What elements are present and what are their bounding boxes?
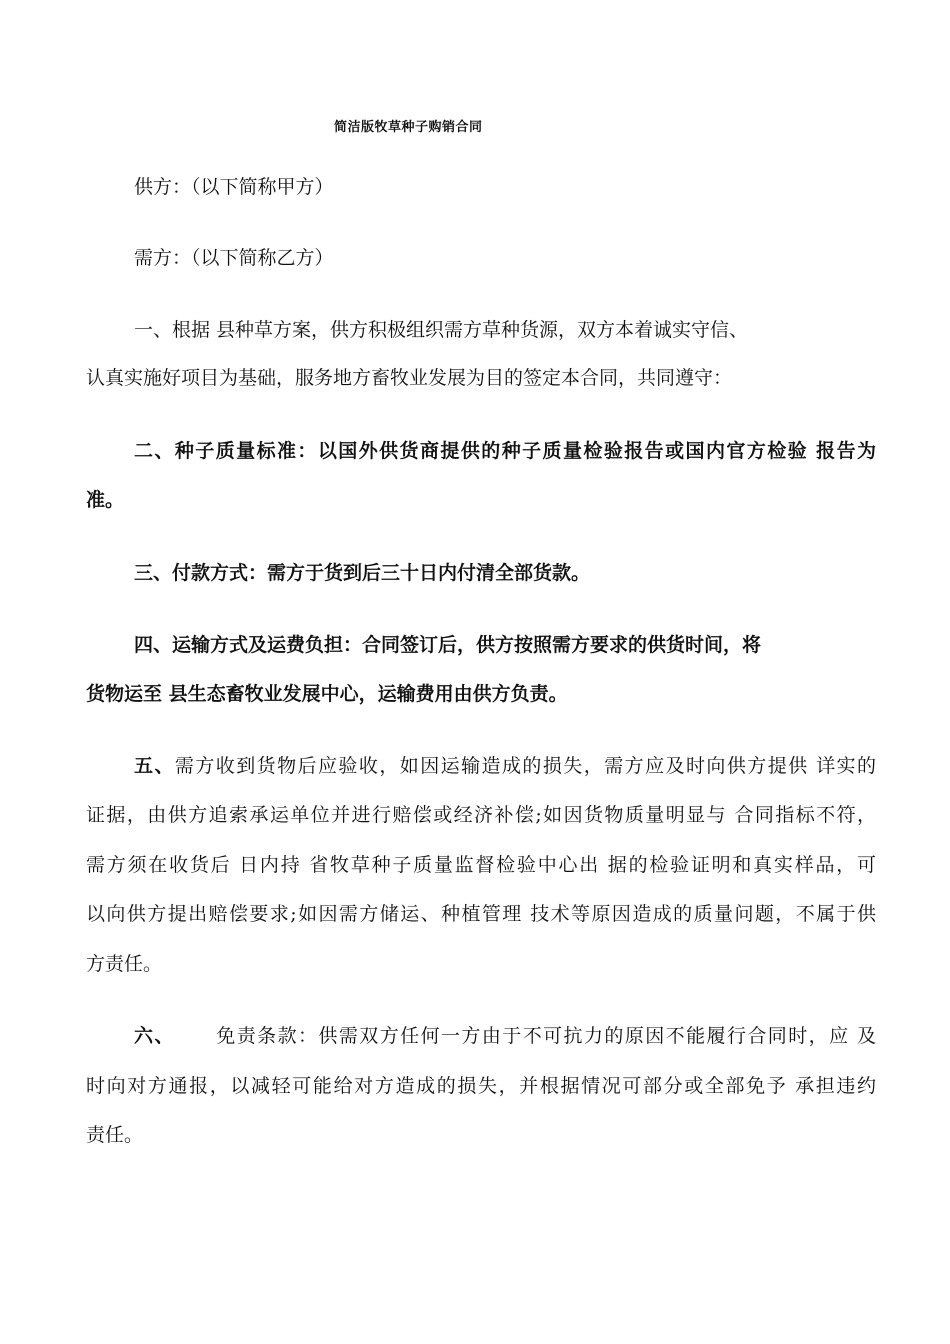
clause-5-line-4: 以向供方提出赔偿要求;如因需方储运、种植管理 技术等原因造成的质量问题，不属于供 (86, 903, 876, 925)
clause-3-line-1: 三、付款方式：需方于货到后三十日内付清全部货款。 (134, 562, 591, 584)
clause-5-line-3: 需方须在收货后 日内持 省牧草种子质量监督检验中心出 据的检验证明和真实样品，可 (86, 854, 876, 876)
clause-5-line-1 (134, 754, 876, 778)
clause-5-text-1: 需方收到货物后应验收，如因运输造成的损失，需方应及时向供方提供 详实的 (174, 755, 876, 777)
clause-4-line-1: 四、运输方式及运费负担：合同签订后，供方按照需方要求的供货时间，将 (134, 634, 762, 656)
clause-1-text-1: 一、根据 县种草方案，供方积极组织需方草种货源，双方本着诚实守信、 (134, 319, 749, 341)
supplier-line: 供方：（以下简称甲方） (134, 176, 334, 198)
clause-1-line-2: 认真实施好项目为基础，服务地方畜牧业发展为目的签定本合同，共同遵守： (86, 367, 733, 389)
clause-2-line-1: 二、种子质量标准：以国外供货商提供的种子质量检验报告或国内官方检验 报告为 (134, 440, 876, 462)
clause-2-line-2: 准。 (86, 489, 125, 511)
clause-1-line-1 (134, 318, 748, 342)
clause-6-line-2: 时向对方通报，以减轻可能给对方造成的损失，并根据情况可部分或全部免予 承担违约 (86, 1075, 876, 1097)
document-title: 简洁版牧草种子购销合同 (334, 120, 483, 135)
buyer-line: 需方：（以下简称乙方） (134, 247, 334, 269)
clause-6-number: 六、 (134, 1025, 175, 1047)
clause-5-line-5: 方责任。 (86, 953, 163, 975)
clause-6-text-1: 免责条款：供需双方任何一方由于不可抗力的原因不能履行合同时，应 及 (214, 1025, 876, 1047)
clause-4-line-2: 货物运至 县生态畜牧业发展中心，运输费用由供方负责。 (86, 683, 568, 705)
clause-5-line-2: 证据，由供方追索承运单位并进行赔偿或经济补偿;如因货物质量明显与 合同指标不符， (86, 804, 876, 826)
clause-6-line-1 (134, 1024, 876, 1048)
clause-6-line-3: 责任。 (86, 1124, 144, 1146)
clause-5-number: 五、 (134, 755, 175, 777)
